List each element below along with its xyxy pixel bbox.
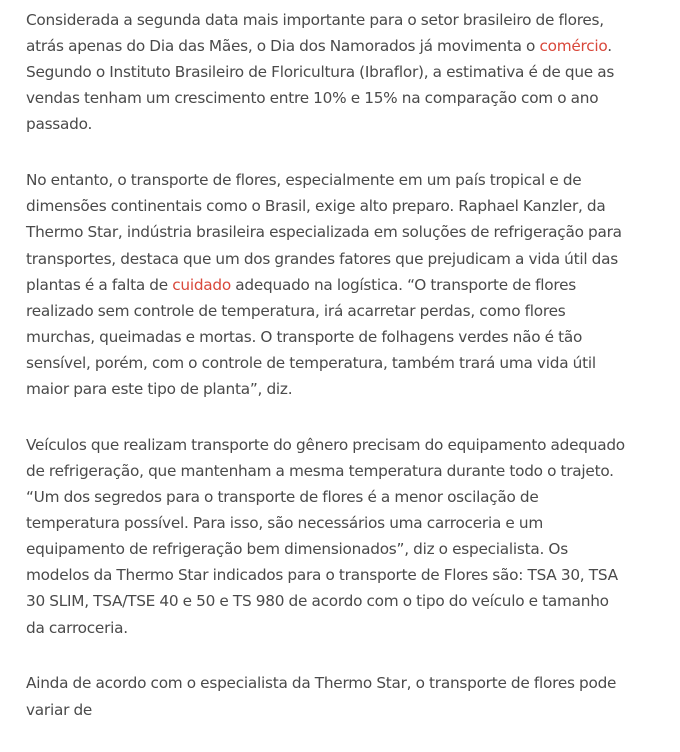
article-paragraph-2 xyxy=(26,167,631,402)
paragraph-1-text-after: . Segundo o Instituto Brasileiro de Floricultura (Ibraflor), a estimativa é de que as vendas tenham um crescimento entre 10% e 15% na comparação com o ano passado. xyxy=(26,37,615,134)
comercio-link[interactable]: comércio xyxy=(539,37,608,56)
article-paragraph-1 xyxy=(26,7,631,137)
paragraph-2-text-after: adequado na logística. “O transporte de flores realizado sem controle de temperatura, irá acarretar perdas, como flores murchas, queimadas e mortas. O transporte de folhagens verdes não é tão sensível, porém, com o controle de temperatura, também trará uma vida útil maior para este tipo de planta”, diz. xyxy=(26,275,596,399)
cuidado-link[interactable]: cuidado xyxy=(172,275,231,294)
paragraph-1-text-before: Considerada a segunda data mais importante para o setor brasileiro de flores, atrás apenas do Dia das Mães, o Dia dos Namorados já movimenta o xyxy=(26,11,604,56)
paragraph-2-text-before: No entanto, o transporte de flores, especialmente em um país tropical e de dimensões continentais como o Brasil, exige alto preparo. Raphael Kanzler, da Thermo Star, indústria brasileira especializada em soluções de refrigeração para transportes, destaca que um dos grandes fatores que prejudicam a vida útil das plantas é a falta de xyxy=(26,171,622,294)
article-body xyxy=(26,7,631,752)
article-paragraph-4: Ainda de acordo com o especialista da Thermo Star, o transporte de flores pode variar de xyxy=(26,674,617,719)
article-paragraph-3: Veículos que realizam transporte do gênero precisam do equipamento adequado de refrigeração, que mantenham a mesma temperatura durante todo o trajeto. “Um dos segredos para o transporte de flores é a menor oscilação de temperatura possível. Para isso, são necessários uma carroceria e um equipamento de refrigeração bem dimensionados”, diz o especialista. Os modelos da Thermo Star indicados para o transporte de Flores são: TSA 30, TSA 30 SLIM, TSA/TSE 40 e 50 e TS 980 de acordo com o tipo do veículo e tamanho da carroceria. xyxy=(26,435,625,637)
